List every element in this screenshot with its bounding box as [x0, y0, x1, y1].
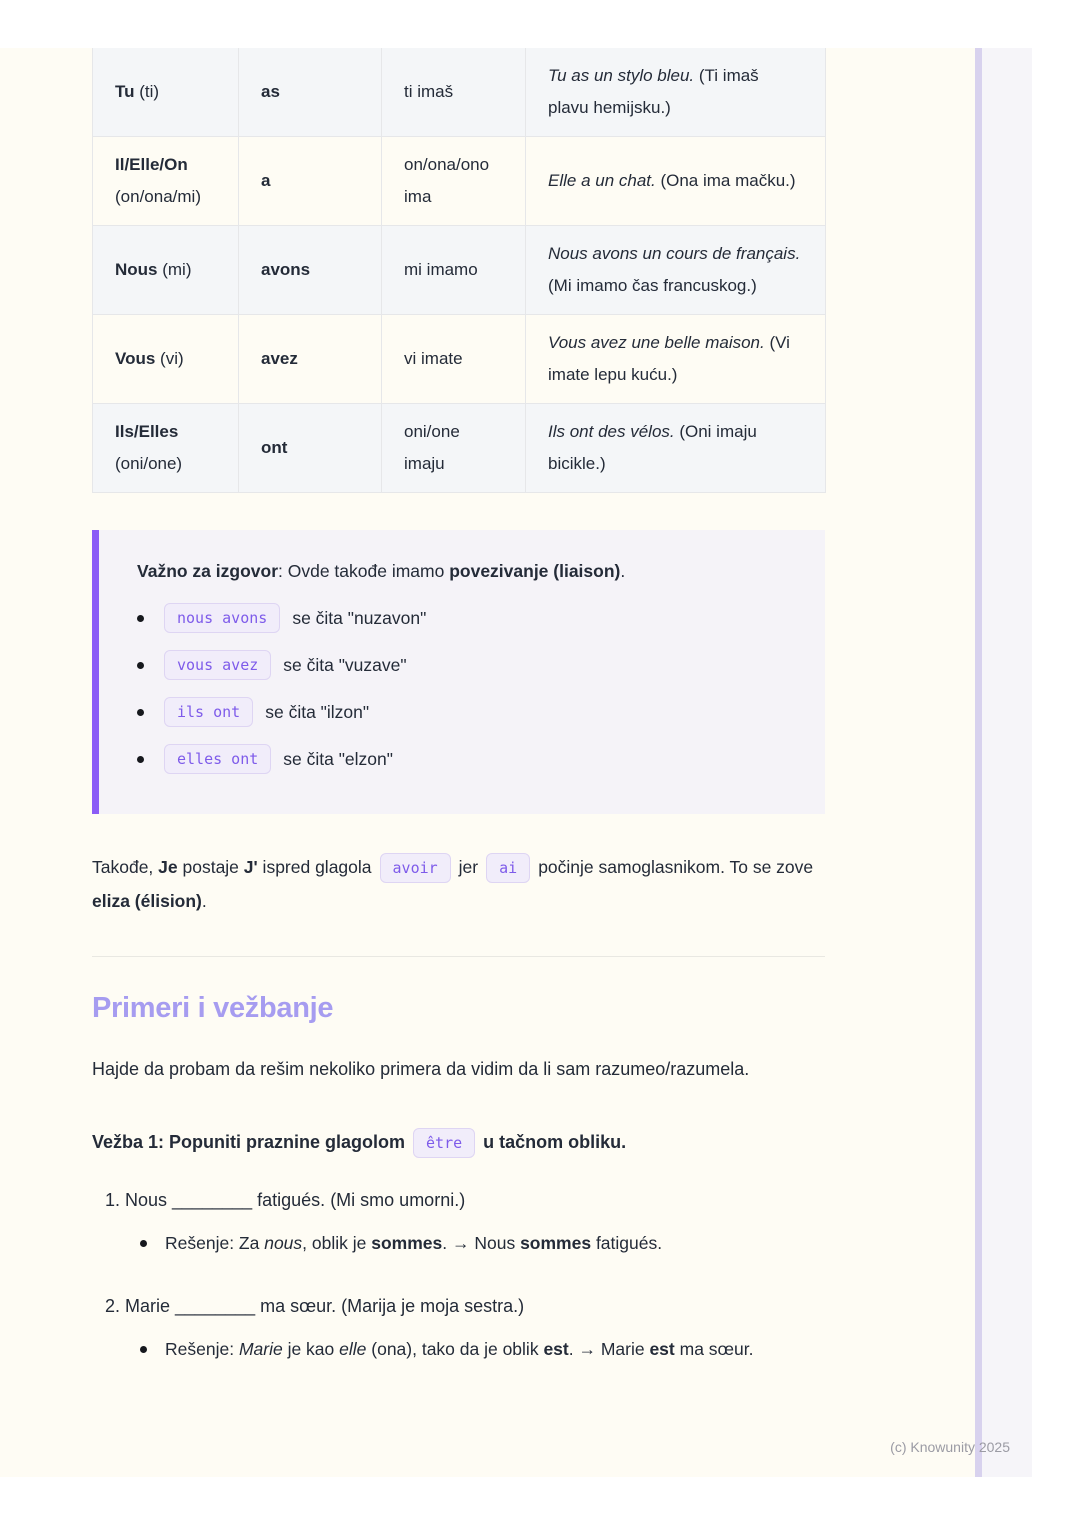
- solution-segment: , oblik je: [302, 1233, 372, 1253]
- exercise-title-text: u tačnom obliku.: [483, 1132, 627, 1152]
- solution-segment: . → Marie: [568, 1339, 650, 1359]
- body-text-bold: eliza (élision): [92, 891, 202, 911]
- solution-segment: (ona), tako da je oblik: [366, 1339, 544, 1359]
- fill-in-blank: ________: [175, 1296, 256, 1316]
- form-cell: avons: [239, 226, 382, 315]
- pronoun-label: Vous: [115, 349, 156, 368]
- exercise-title: [92, 1126, 825, 1158]
- exercise-question: [92, 1292, 825, 1320]
- pronoun-note: (on/ona/mi): [115, 187, 201, 206]
- liaison-reading: se čita "elzon": [283, 748, 393, 769]
- solution-segment: ma sœur.: [674, 1339, 754, 1359]
- example-serbian: (Ti imaš plavu hemijsku.): [548, 66, 759, 117]
- solution-text: [165, 1333, 754, 1366]
- example-cell: [526, 315, 826, 404]
- document-content: [92, 48, 825, 1366]
- solution-segment-italic: nous: [264, 1233, 303, 1253]
- liaison-reading: se čita "nuzavon": [292, 607, 427, 628]
- callout-title: [137, 556, 797, 586]
- example-french: Nous avons un cours de français.: [548, 244, 801, 263]
- solution-segment: Rešenje:: [165, 1339, 239, 1359]
- code-chip: avoir: [380, 853, 451, 883]
- liaison-list: [137, 603, 797, 774]
- list-item: [137, 744, 797, 774]
- code-chip: vous avez: [164, 650, 271, 680]
- table-row: [93, 315, 826, 404]
- question-text: Marie: [120, 1296, 176, 1316]
- exercise-question: [92, 1186, 825, 1214]
- list-item: [137, 650, 797, 680]
- form-cell: as: [239, 48, 382, 137]
- liaison-reading: se čita "vuzave": [283, 654, 407, 675]
- example-serbian: (Oni imaju bicikle.): [548, 422, 757, 473]
- page-gap-band[interactable]: [982, 48, 1032, 1477]
- solution-segment-italic: Marie: [238, 1339, 283, 1359]
- document-page: [0, 48, 975, 1477]
- section-heading: Primeri i vežbanje: [92, 992, 334, 1024]
- pronoun-note: (mi): [157, 260, 192, 279]
- example-serbian: (Vi imate lepu kuću.): [548, 333, 790, 384]
- meaning-cell: on/ona/ono ima: [382, 137, 526, 226]
- code-chip: ils ont: [164, 697, 253, 727]
- exercise-title-text: Vežba 1: Popuniti praznine glagolom: [92, 1132, 406, 1152]
- scrollbar-thumb[interactable]: [975, 48, 982, 1477]
- section-divider: [92, 956, 825, 957]
- callout-title-text: .: [620, 561, 626, 581]
- form-cell: ont: [239, 404, 382, 493]
- list-item: [137, 603, 797, 633]
- solution-bullet: [140, 1333, 825, 1366]
- meaning-cell: oni/one imaju: [382, 404, 526, 493]
- example-cell: [526, 48, 826, 137]
- pronoun-cell: [93, 137, 239, 226]
- callout-title-bold: povezivanje (liaison): [449, 561, 621, 581]
- solution-text: [165, 1227, 662, 1260]
- solution-segment-italic: elle: [339, 1339, 367, 1359]
- solution-segment: je kao: [282, 1339, 340, 1359]
- list-item: [137, 697, 797, 727]
- question-text: ma sœur. (Marija je moja sestra.): [255, 1296, 525, 1316]
- bullet-icon: [140, 1346, 147, 1353]
- example-cell: [526, 226, 826, 315]
- pronoun-note: (vi): [155, 349, 184, 368]
- code-chip: ai: [486, 853, 530, 883]
- solution-segment: fatigués.: [591, 1233, 663, 1253]
- body-text: postaje: [177, 857, 244, 877]
- list-number: 2.: [105, 1296, 121, 1316]
- exercise-item: [92, 1292, 825, 1366]
- example-serbian: (Ona ima mačku.): [655, 171, 796, 190]
- table-row: [93, 226, 826, 315]
- pronunciation-callout: [92, 530, 825, 814]
- example-french: Tu as un stylo bleu.: [548, 66, 695, 85]
- table-row: [93, 137, 826, 226]
- bullet-icon: [137, 615, 144, 622]
- meaning-cell: mi imamo: [382, 226, 526, 315]
- body-text: .: [201, 891, 207, 911]
- body-text: Takođe,: [92, 857, 159, 877]
- form-cell: avez: [239, 315, 382, 404]
- body-text: ispred glagola: [257, 857, 372, 877]
- bullet-icon: [137, 756, 144, 763]
- example-french: Ils ont des vélos.: [548, 422, 675, 441]
- form-cell: a: [239, 137, 382, 226]
- pronoun-cell: [93, 48, 239, 137]
- example-french: Vous avez une belle maison.: [548, 333, 765, 352]
- body-text: počinje samoglasnikom. To se zove: [538, 857, 814, 877]
- list-number: 1.: [105, 1190, 121, 1210]
- solution-segment-bold: sommes: [520, 1233, 592, 1253]
- code-chip: elles ont: [164, 744, 271, 774]
- exercise-list: [92, 1186, 825, 1366]
- example-cell: [526, 137, 826, 226]
- liaison-reading: se čita "ilzon": [265, 701, 370, 722]
- bullet-icon: [137, 709, 144, 716]
- example-cell: [526, 404, 826, 493]
- pronoun-cell: [93, 404, 239, 493]
- intro-paragraph: Hajde da probam da rešim nekoliko primera da vidim da li sam razumeo/razumela.: [92, 1059, 750, 1079]
- copyright-label: (c) Knowunity 2025: [890, 1439, 1010, 1455]
- bullet-icon: [140, 1240, 147, 1247]
- body-text-bold: J': [243, 857, 258, 877]
- pronoun-label: Tu: [115, 82, 135, 101]
- conjugation-table: [92, 48, 826, 493]
- pronoun-cell: [93, 315, 239, 404]
- body-text-bold: Je: [158, 857, 178, 877]
- question-text: Nous: [120, 1190, 173, 1210]
- pronoun-label: Il/Elle/On: [115, 155, 188, 174]
- elision-paragraph: [92, 850, 825, 918]
- meaning-cell: ti imaš: [382, 48, 526, 137]
- body-text: jer: [458, 857, 479, 877]
- code-chip: être: [413, 1128, 475, 1158]
- pronoun-label: Nous: [115, 260, 158, 279]
- bullet-icon: [137, 662, 144, 669]
- table-row: [93, 48, 826, 137]
- pronoun-note: (ti): [134, 82, 160, 101]
- pronoun-cell: [93, 226, 239, 315]
- solution-segment-bold: sommes: [371, 1233, 443, 1253]
- pronoun-label: Ils/Elles: [115, 422, 179, 441]
- example-french: Elle a un chat.: [548, 171, 656, 190]
- code-chip: nous avons: [164, 603, 280, 633]
- solution-bullet: [140, 1227, 825, 1260]
- callout-title-bold: Važno za izgovor: [137, 561, 278, 581]
- meaning-cell: vi imate: [382, 315, 526, 404]
- table-row: [93, 404, 826, 493]
- question-text: fatigués. (Mi smo umorni.): [252, 1190, 466, 1210]
- solution-segment-bold: est: [543, 1339, 569, 1359]
- solution-segment: . → Nous: [442, 1233, 521, 1253]
- pronoun-note: (oni/one): [115, 454, 183, 473]
- solution-segment: Rešenje: Za: [165, 1233, 265, 1253]
- exercise-item: [92, 1186, 825, 1260]
- fill-in-blank: ________: [172, 1190, 253, 1210]
- example-serbian: (Mi imamo čas francuskog.): [548, 276, 757, 295]
- solution-segment-bold: est: [649, 1339, 675, 1359]
- callout-title-text: : Ovde takođe imamo: [278, 561, 450, 581]
